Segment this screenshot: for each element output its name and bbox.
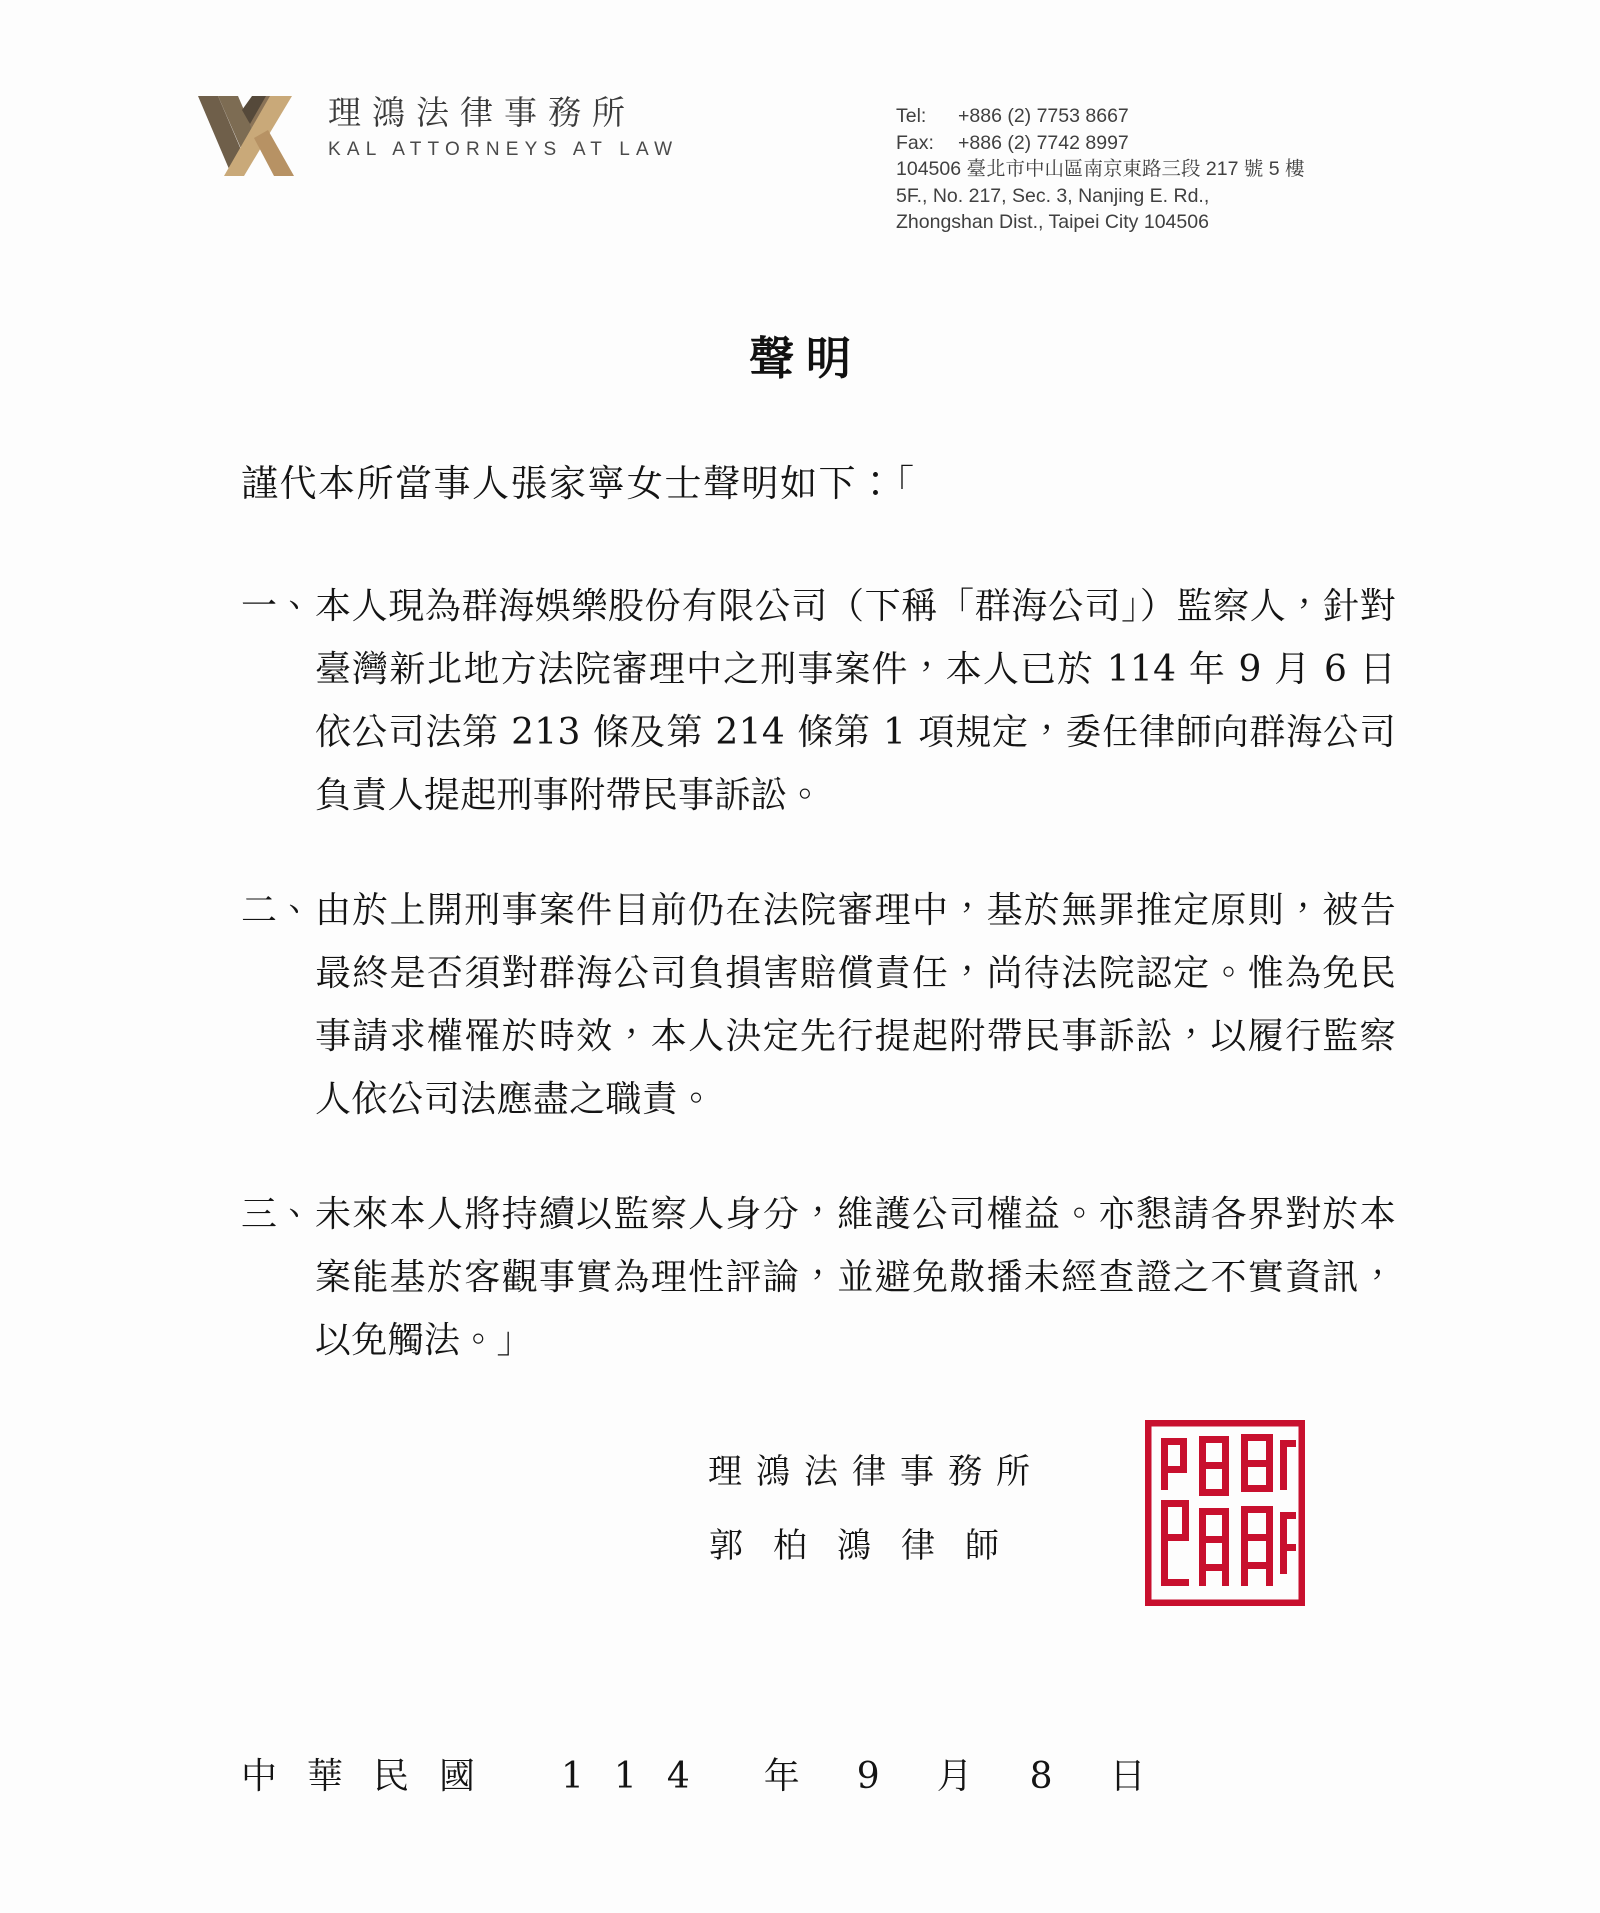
signature-attorney-name: 郭柏鴻律師 — [709, 1526, 1029, 1566]
contact-tel-label: Tel: — [896, 105, 927, 127]
contact-tel-value: +886 (2) 7753 8667 — [958, 105, 1129, 127]
date-era: 中華民國 — [241, 1756, 506, 1797]
clause-item — [241, 575, 1396, 827]
document-body — [241, 455, 1396, 1372]
kal-monogram-logo-icon — [196, 90, 314, 176]
firm-name-en: KAL ATTORNEYS AT LAW — [328, 139, 679, 161]
firm-name-block — [328, 88, 678, 161]
contact-tel-row — [896, 103, 1305, 130]
document-title: 聲明 — [748, 332, 863, 385]
clause-number: 一、 — [241, 586, 314, 627]
signature-firm-name: 理鴻法律事務所 — [708, 1452, 1044, 1492]
clause-text: 本人現為群海娛樂股份有限公司（下稱「群海公司」）監察人，針對臺灣新北地方法院審理中之刑事案件，本人已於 114 年 9 月 6 日依公司法第 213 條及第 214 條第 1 項規定，委任律師向群海公司負責人提起刑事附帶民事訴訟。 — [315, 586, 1396, 816]
contact-address-en-line2: Zhongshan Dist., Taipei City 104506 — [896, 211, 1209, 233]
firm-branding — [196, 88, 678, 176]
date-line — [241, 1748, 1147, 1799]
clause-item — [241, 879, 1396, 1131]
clause-number: 二、 — [241, 890, 314, 931]
clause-item — [241, 1183, 1396, 1372]
contact-block — [896, 103, 1305, 236]
contact-address-en-line1: 5F., No. 217, Sec. 3, Nanjing E. Rd., — [896, 184, 1210, 207]
date-month: 9 — [856, 1756, 881, 1797]
letterhead — [0, 0, 1600, 233]
date-day: 8 — [1029, 1756, 1054, 1797]
contact-fax-row — [896, 130, 1305, 157]
intro-paragraph: 謹代本所當事人張家寧女士聲明如下：「 — [241, 462, 916, 505]
date-year-unit: 年 — [763, 1756, 801, 1797]
date-year: 114 — [561, 1756, 720, 1797]
red-chop-seal-icon — [1145, 1420, 1305, 1606]
clause-number: 三、 — [241, 1194, 314, 1235]
contact-address-cn: 104506 臺北市中山區南京東路三段 217 號 5 樓 — [896, 158, 1305, 180]
firm-name-cn: 理鴻法律事務所 — [328, 93, 636, 132]
contact-fax-value: +886 (2) 7742 8997 — [958, 131, 1129, 154]
clause-text: 由於上開刑事案件目前仍在法院審理中，基於無罪推定原則，被告最終是否須對群海公司負損害賠償責任，尚待法院認定。惟為免民事請求權罹於時效，本人決定先行提起附帶民事訴訟，以履行監察人依公司法應盡之職責。 — [315, 890, 1396, 1120]
contact-fax-label: Fax: — [896, 131, 934, 154]
signature-block — [708, 1435, 1044, 1583]
date-day-unit: 日 — [1109, 1756, 1147, 1797]
date-month-unit: 月 — [936, 1756, 974, 1797]
clause-text: 未來本人將持續以監察人身分，維護公司權益。亦懇請各界對於本案能基於客觀事實為理性評論，並避免散播未經查證之不實資訊，以免觸法。」 — [315, 1194, 1396, 1361]
